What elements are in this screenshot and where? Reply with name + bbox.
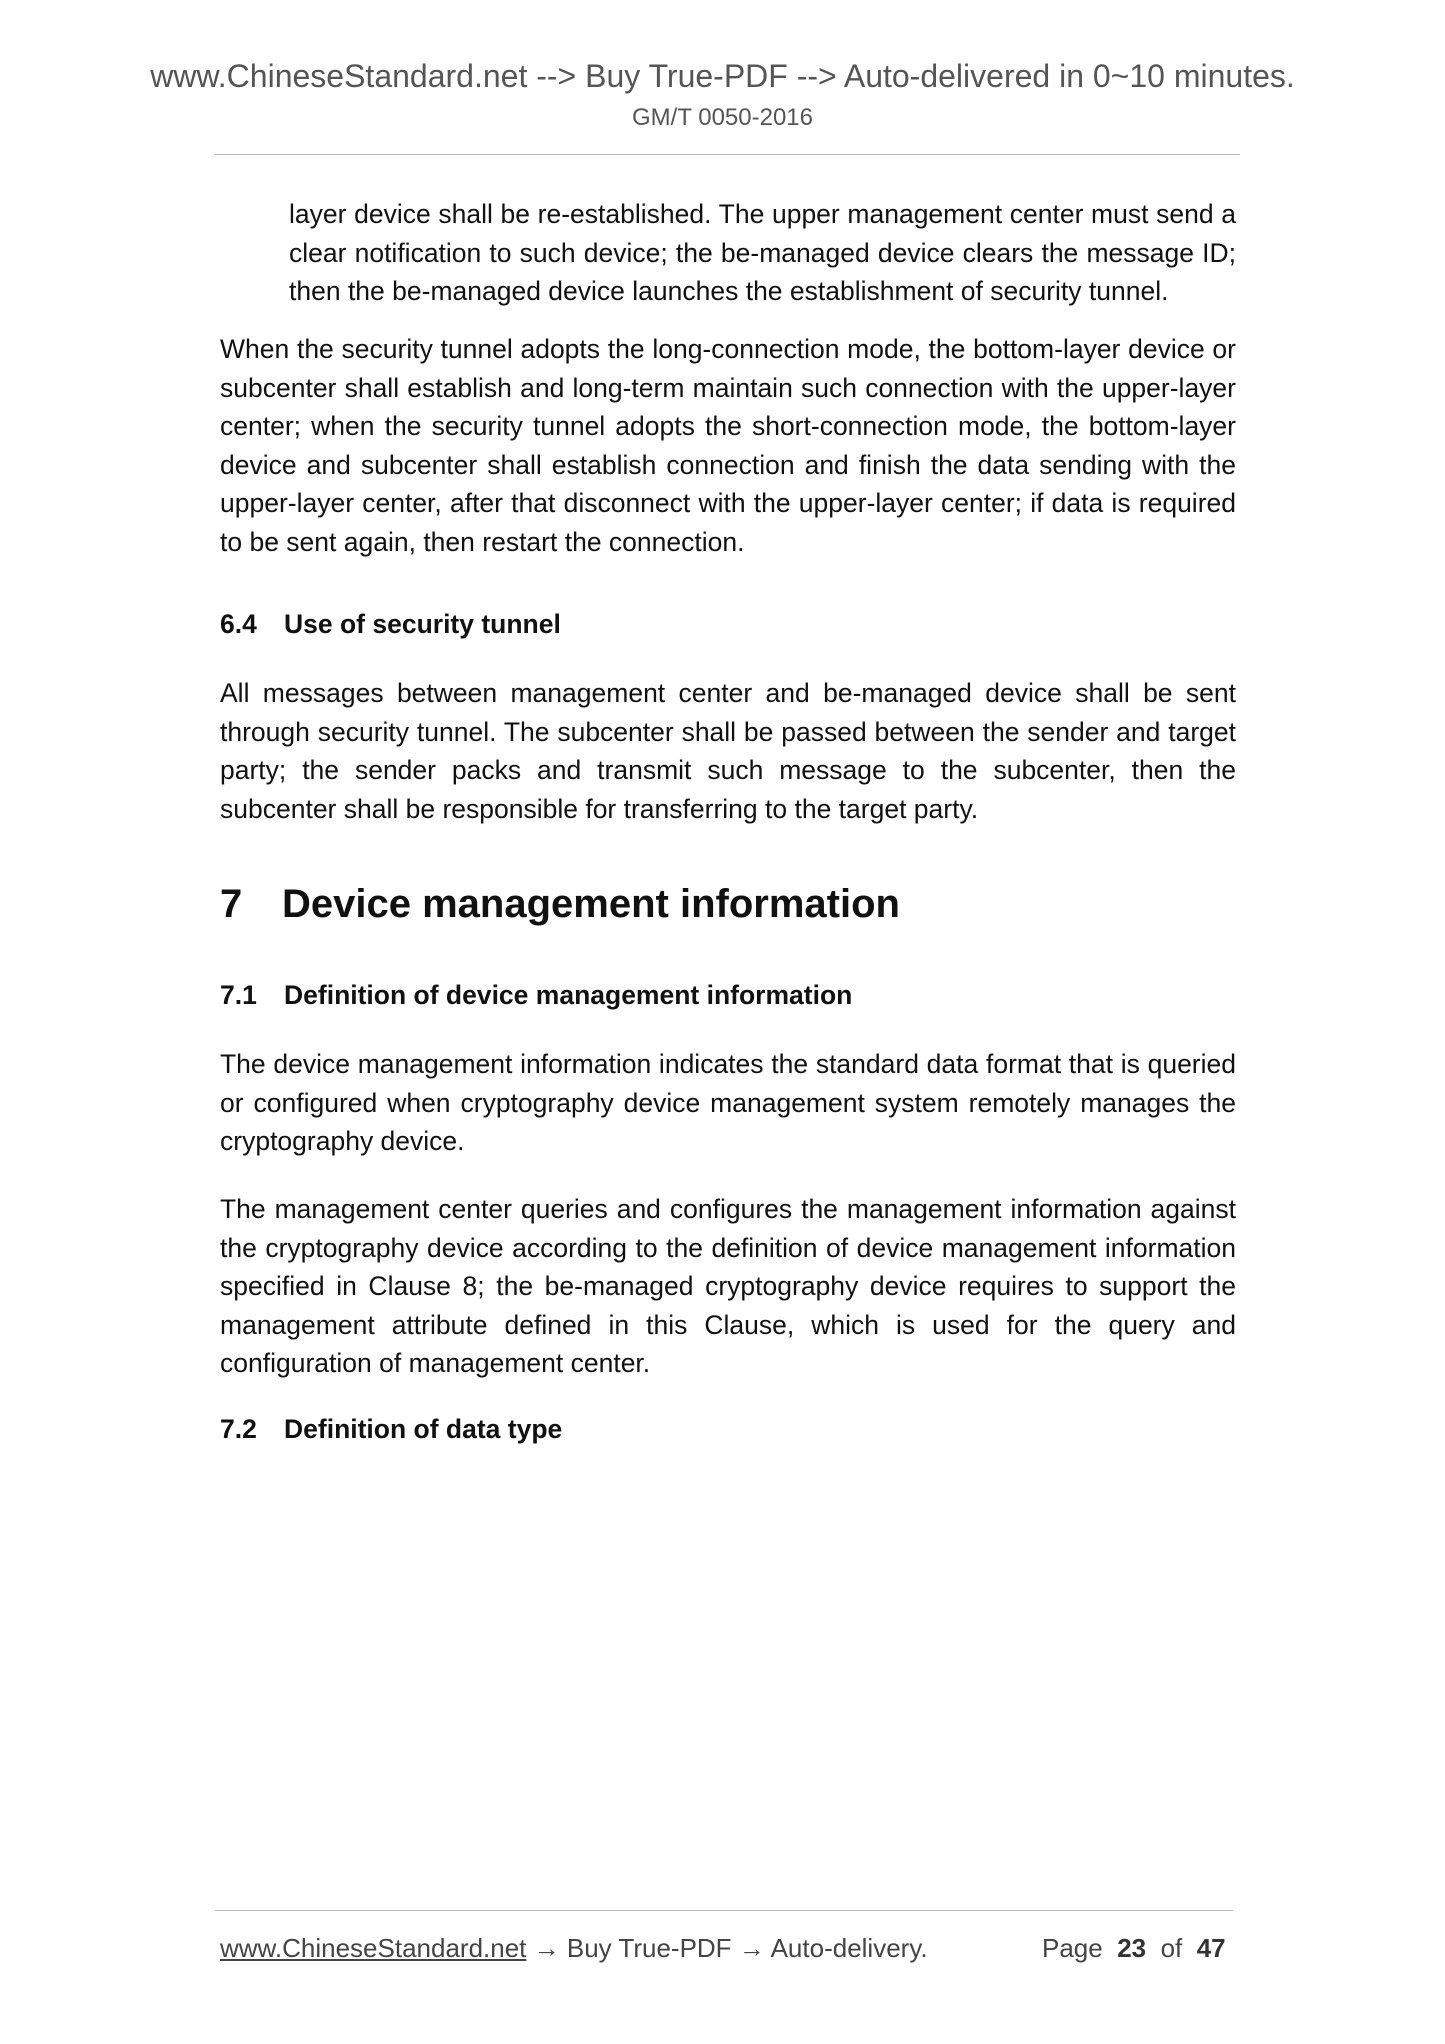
paragraph-continuation: layer device shall be re-established. The upper management center must send a clear notification to such device; the be-managed device clears the message ID; then the be-managed device launches the establishment of security tunnel. (289, 199, 1236, 306)
section-title: Definition of data type (284, 1414, 563, 1444)
page-of-label: of (1160, 1933, 1183, 1963)
footer-buy-text: Buy True-PDF (566, 1933, 732, 1963)
paragraph-6-4: All messages between management center and be-managed device shall be sent through security tunnel. The subcenter shall be passed between the sender and target party; the sender packs and transmit such message to the subcenter, then the subcenter shall be responsible for transferring to the target party. (220, 678, 1236, 824)
page-label: Page (1042, 1933, 1103, 1963)
section-heading-6-4 (220, 607, 561, 641)
section-title: Use of security tunnel (284, 609, 561, 639)
page-total: 47 (1196, 1933, 1226, 1963)
chapter-title: Device management information (282, 882, 900, 926)
section-heading-7-1 (220, 978, 852, 1012)
header-divider (215, 154, 1240, 155)
footer-site-link[interactable]: www.ChineseStandard.net (220, 1933, 527, 1963)
footer-promo (220, 1931, 928, 1965)
arrow-icon: → (526, 1933, 567, 1963)
section-number: 7.1 (220, 980, 257, 1010)
footer-delivery-text: Auto-delivery. (770, 1933, 928, 1963)
section-heading-7-2 (220, 1412, 562, 1446)
chapter-number: 7 (220, 882, 243, 926)
page-current: 23 (1117, 1933, 1147, 1963)
section-number: 7.2 (220, 1414, 257, 1444)
paragraph-7-1-a: The device management information indicates the standard data format that is queried or configured when cryptography device management system remotely manages the cryptography device. (220, 1049, 1236, 1156)
paragraph-connection-mode: When the security tunnel adopts the long-connection mode, the bottom-layer device or subcenter shall establish and long-term maintain such connection with the upper-layer center; when the security tunnel adopts the short-connection mode, the bottom-layer device and subcenter shall establish connection and finish the data sending with the upper-layer center, after that disconnect with the upper-layer center; if data is required to be sent again, then restart the connection. (220, 334, 1236, 557)
section-number: 6.4 (220, 609, 257, 639)
footer-divider (215, 1910, 1233, 1911)
page-number (1042, 1931, 1226, 1965)
chapter-heading-7 (220, 880, 900, 928)
arrow-icon: → (731, 1933, 771, 1963)
document-id: GM/T 0050-2016 (632, 104, 813, 131)
header-banner: www.ChineseStandard.net --> Buy True-PDF --> Auto-delivered in 0~10 minutes. (150, 58, 1295, 94)
paragraph-7-1-b: The management center queries and configures the management information against the cryptography device according to the definition of device management information specified in Clause 8; the be-managed cryptography device requires to support the management attribute defined in this Clause, which is used for the query and configuration of management center. (220, 1194, 1236, 1378)
section-title: Definition of device management information (284, 980, 853, 1010)
